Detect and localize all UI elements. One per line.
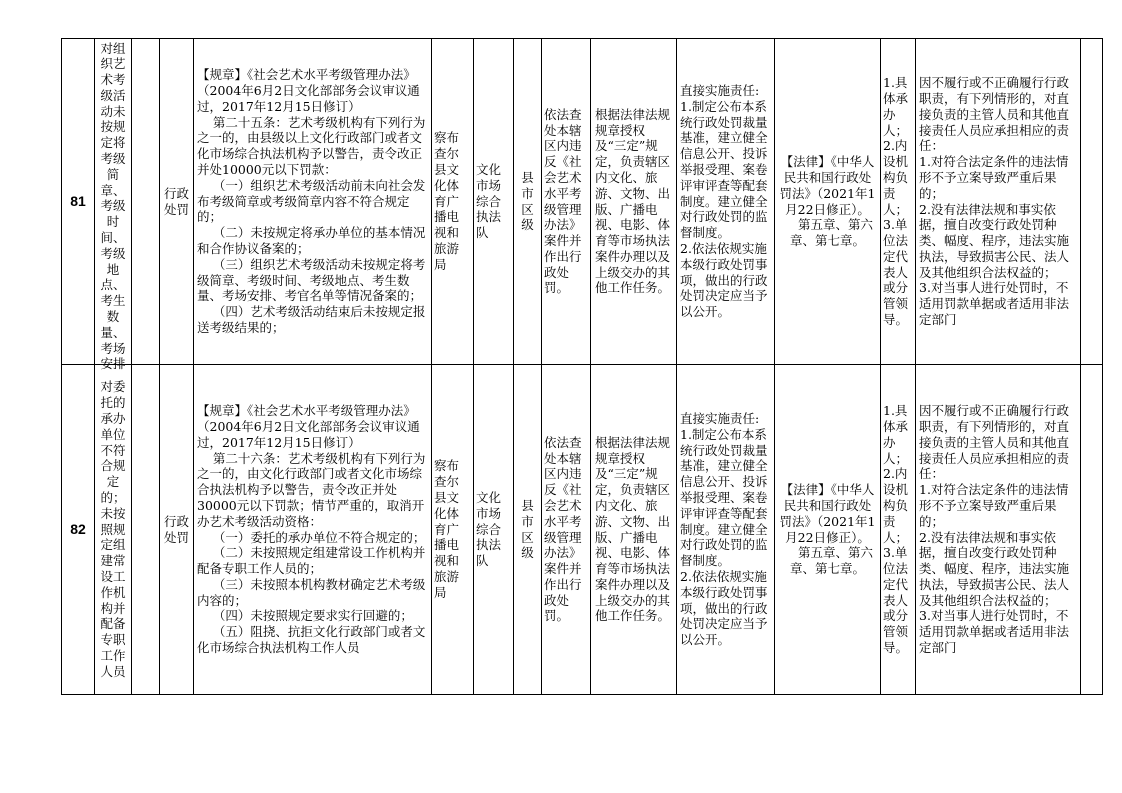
basis-paragraph: （四）艺术考级活动结束后未按规定报送考级结果的； bbox=[197, 304, 426, 335]
basis-paragraph: 【规章】《社会艺术水平考级管理办法》（2004年6月2日文化部部务会议审议通过，2017年12月15日修订） bbox=[197, 403, 420, 450]
scope-cell: 依法查处本辖区内违反《社会艺术水平考级管理办法》案件并作出行政处罚。 bbox=[542, 365, 591, 695]
subject-cell: 1.具体承办人； 2.内设机构负责人； 3.单位法定代表人或分管领导。 bbox=[881, 365, 916, 695]
basis-paragraph: （二）未按规定将承办单位的基本情况和合作协议备案的； bbox=[197, 225, 426, 256]
category-cell: 行政处罚 bbox=[160, 365, 194, 695]
accountability-cell: 因不履行或不正确履行行政职责，有下列情形的，对直接负责的主管人员和其他直接责任人员应承担相应的责任： 1.对符合法定条件的违法情形不予立案导致严重后果的； 2.没有法律法规和事实依据，擅自改变行政处罚种类、幅度、程序，违法实施执法，导致损害公民、法人及其他组织合法权益的； 3.对当事人进行处罚时，不适用罚款单据或者适用非法定部门 bbox=[916, 39, 1081, 365]
duty-basis-cell: 【法律】《中华人民共和国行政处罚法》（2021年1月22日修正）。 第五章、第六章、第七章。 bbox=[775, 365, 881, 695]
basis-paragraph: 【规章】《社会艺术水平考级管理办法》（2004年6月2日文化部部务会议审议通过，2017年12月15日修订） bbox=[197, 67, 420, 114]
row-number: 82 bbox=[62, 365, 95, 695]
level-cell: 县市区级 bbox=[514, 365, 542, 695]
basis-paragraph: （四）未按照规定要求实行回避的； bbox=[197, 608, 413, 624]
item-name-cell: 对组织艺术考级活动未按规定将考级简章、考级时间、考级地点、考生数量、考场安排 bbox=[95, 39, 132, 365]
scope-cell: 依法查处本辖区内违反《社会艺术水平考级管理办法》案件并作出行政处罚。 bbox=[542, 39, 591, 365]
basis-paragraph: （一）委托的承办单位不符合规定的； bbox=[197, 529, 426, 545]
basis-paragraph: （五）阻挠、抗拒文化行政部门或者文化市场综合执法机构工作人员 bbox=[197, 624, 426, 656]
division-cell: 根据法律法规规章授权及“三定”规定，负责辖区内文化、旅游、文物、出版、广播电视、电影、体育等市场执法案件办理以及上级交办的其他工作任务。 bbox=[591, 365, 677, 695]
table-row bbox=[62, 39, 1103, 365]
basis-paragraph: （三）未按照本机构教材确定艺术考级内容的； bbox=[197, 576, 426, 608]
basis-paragraph: （二）未按照规定组建常设工作机构并配备专职工作人员的； bbox=[197, 545, 426, 577]
department-cell: 察布查尔县文化体育广播电视和旅游局 bbox=[432, 365, 474, 695]
remark-cell bbox=[1081, 39, 1103, 365]
legal-basis-cell bbox=[194, 39, 432, 365]
power-list-table bbox=[61, 38, 1103, 695]
accountability-cell: 因不履行或不正确履行行政职责，有下列情形的，对直接负责的主管人员和其他直接责任人员应承担相应的责任： 1.对符合法定条件的违法情形不予立案导致严重后果的； 2.没有法律法规和事实依据，擅自改变行政处罚种类、幅度、程序，违法实施执法，导致损害公民、法人及其他组织合法权益的； 3.对当事人进行处罚时，不适用罚款单据或者适用非法定部门 bbox=[916, 365, 1081, 695]
department-cell: 察布查尔县文化体育广播电视和旅游局 bbox=[432, 39, 474, 365]
subject-cell: 1.具体承办人； 2.内设机构负责人； 3.单位法定代表人或分管领导。 bbox=[881, 39, 916, 365]
duty-basis-cell: 【法律】《中华人民共和国行政处罚法》（2021年1月22日修正）。 第五章、第六章、第七章。 bbox=[775, 39, 881, 365]
row-number: 81 bbox=[62, 39, 95, 365]
level-cell: 县市区级 bbox=[514, 39, 542, 365]
empty-cell bbox=[132, 39, 160, 365]
remark-cell bbox=[1081, 365, 1103, 695]
basis-paragraph: （一）组织艺术考级活动前未向社会发布考级简章或考级简章内容不符合规定的； bbox=[197, 177, 426, 225]
basis-paragraph: 第二十六条：艺术考级机构有下列行为之一的，由文化行政部门或者文化市场综合执法机构予以警告，责令改正并处30000元以下罚款；情节严重的，取消开办艺术考级活动资格： bbox=[197, 450, 426, 529]
category-cell: 行政处罚 bbox=[160, 39, 194, 365]
division-cell: 根据法律法规规章授权及“三定”规定，负责辖区内文化、旅游、文物、出版、广播电视、电影、体育等市场执法案件办理以及上级交办的其他工作任务。 bbox=[591, 39, 677, 365]
office-cell: 文化市场综合执法队 bbox=[474, 39, 514, 365]
empty-cell bbox=[132, 365, 160, 695]
table-row bbox=[62, 365, 1103, 695]
basis-paragraph: （三）组织艺术考级活动未按规定将考级简章、考级时间、考级地点、考生数量、考场安排、考官名单等情况备案的； bbox=[197, 256, 426, 304]
basis-paragraph: 第二十五条：艺术考级机构有下列行为之一的，由县级以上文化行政部门或者文化市场综合执法机构予以警告，责令改正并处10000元以下罚款： bbox=[197, 114, 426, 177]
item-name-cell: 对委托的承办单位不符合规定的；未按照规定组建常设工作机构并配备专职工作人员 bbox=[95, 365, 132, 695]
duty-cell: 直接实施责任: 1.制定公布本系统行政处罚裁量基准，建立健全信息公开、投诉举报受理、案卷评审评查等配套制度。建立健全对行政处罚的监督制度。 2.依法依规实施本级行政处罚事项，做出的行政处罚决定应当予以公开。 bbox=[677, 39, 775, 365]
office-cell: 文化市场综合执法队 bbox=[474, 365, 514, 695]
legal-basis-cell bbox=[194, 365, 432, 695]
duty-cell: 直接实施责任: 1.制定公布本系统行政处罚裁量基准，建立健全信息公开、投诉举报受理、案卷评审评查等配套制度。建立健全对行政处罚的监督制度。 2.依法依规实施本级行政处罚事项，做出的行政处罚决定应当予以公开。 bbox=[677, 365, 775, 695]
